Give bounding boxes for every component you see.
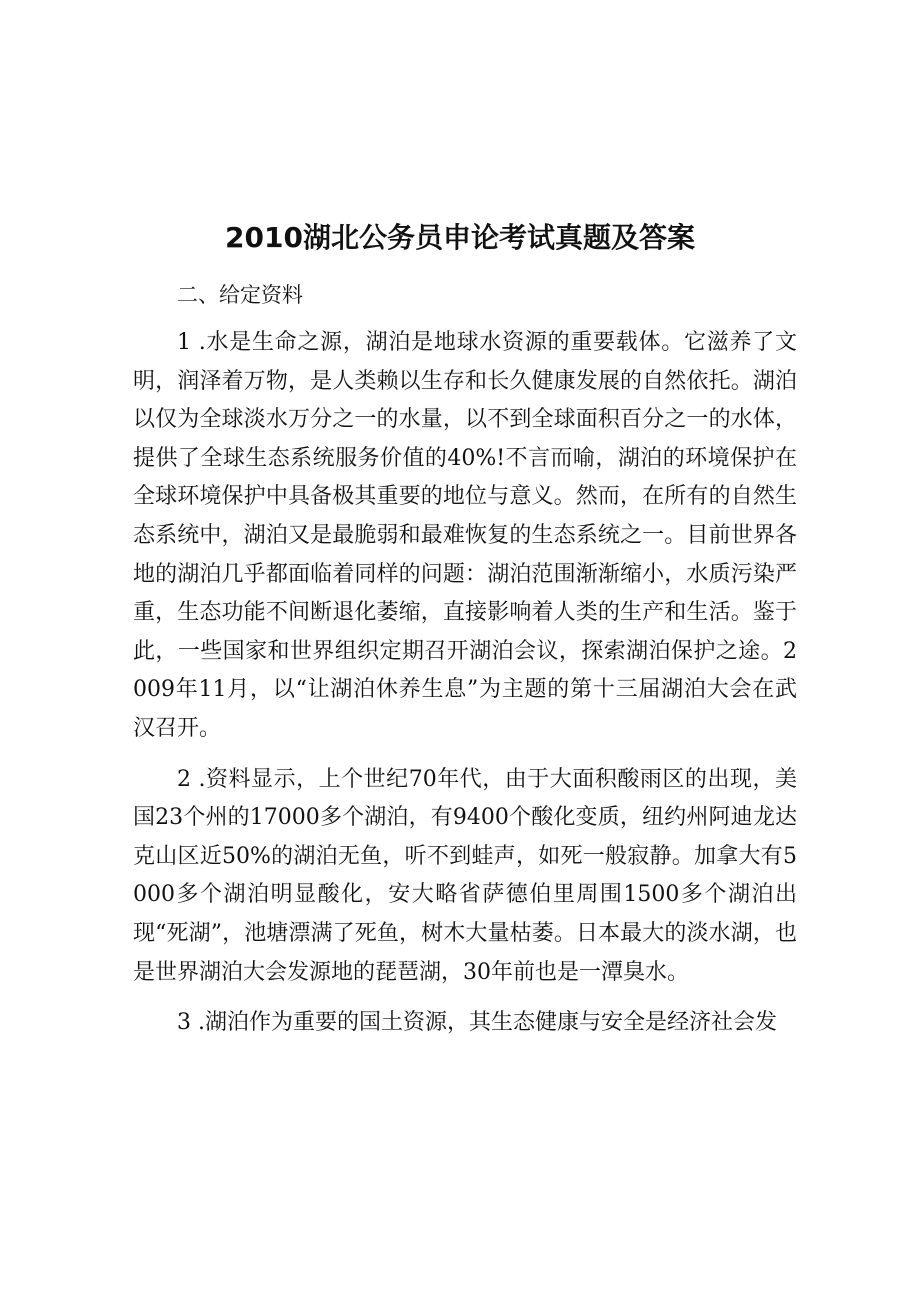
paragraph-3: 3 .湖泊作为重要的国土资源，其生态健康与安全是经济社会发 xyxy=(177,1010,777,1036)
document-title: 2010湖北公务员申论考试真题及答案 xyxy=(225,221,695,254)
section-heading: 二、给定资料 xyxy=(177,283,303,307)
document-body xyxy=(133,276,797,1055)
paragraph-2: 2 .资料显示，上个世纪70年代，由于大面积酸雨区的出现，美国23个州的17000多个湖泊，有9400个酸化变质，纽约州阿迪龙达克山区近50%的湖泊无鱼，听不到蛙声，如死一般寂静。加拿大有5000多个湖泊明显酸化，安大略省萨德伯里周围1500多个湖泊出现“死湖”，池塘漂满了死鱼，树木大量枯萎。日本最大的淡水湖，也是世界湖泊大会发源地的琵琶湖，30年前也是一潭臭水。 xyxy=(133,766,797,985)
paragraph-1: 1 .水是生命之源，湖泊是地球水资源的重要载体。它滋养了文明，润泽着万物，是人类赖以生存和长久健康发展的自然依托。湖泊以仅为全球淡水万分之一的水量，以不到全球面积百分之一的水体，提供了全球生态系统服务价值的40%!不言而喻，湖泊的环境保护在全球环境保护中具备极其重要的地位与意义。然而，在所有的自然生态系统中，湖泊又是最脆弱和最难恢复的生态系统之一。目前世界各地的湖泊几乎都面临着同样的问题：湖泊范围渐渐缩小，水质污染严重，生态功能不间断退化萎缩，直接影响着人类的生产和生活。鉴于此，一些国家和世界组织定期召开湖泊会议，探索湖泊保护之途。2009年11月，以“让湖泊休养生息”为主题的第十三届湖泊大会在武汉召开。 xyxy=(133,330,797,741)
